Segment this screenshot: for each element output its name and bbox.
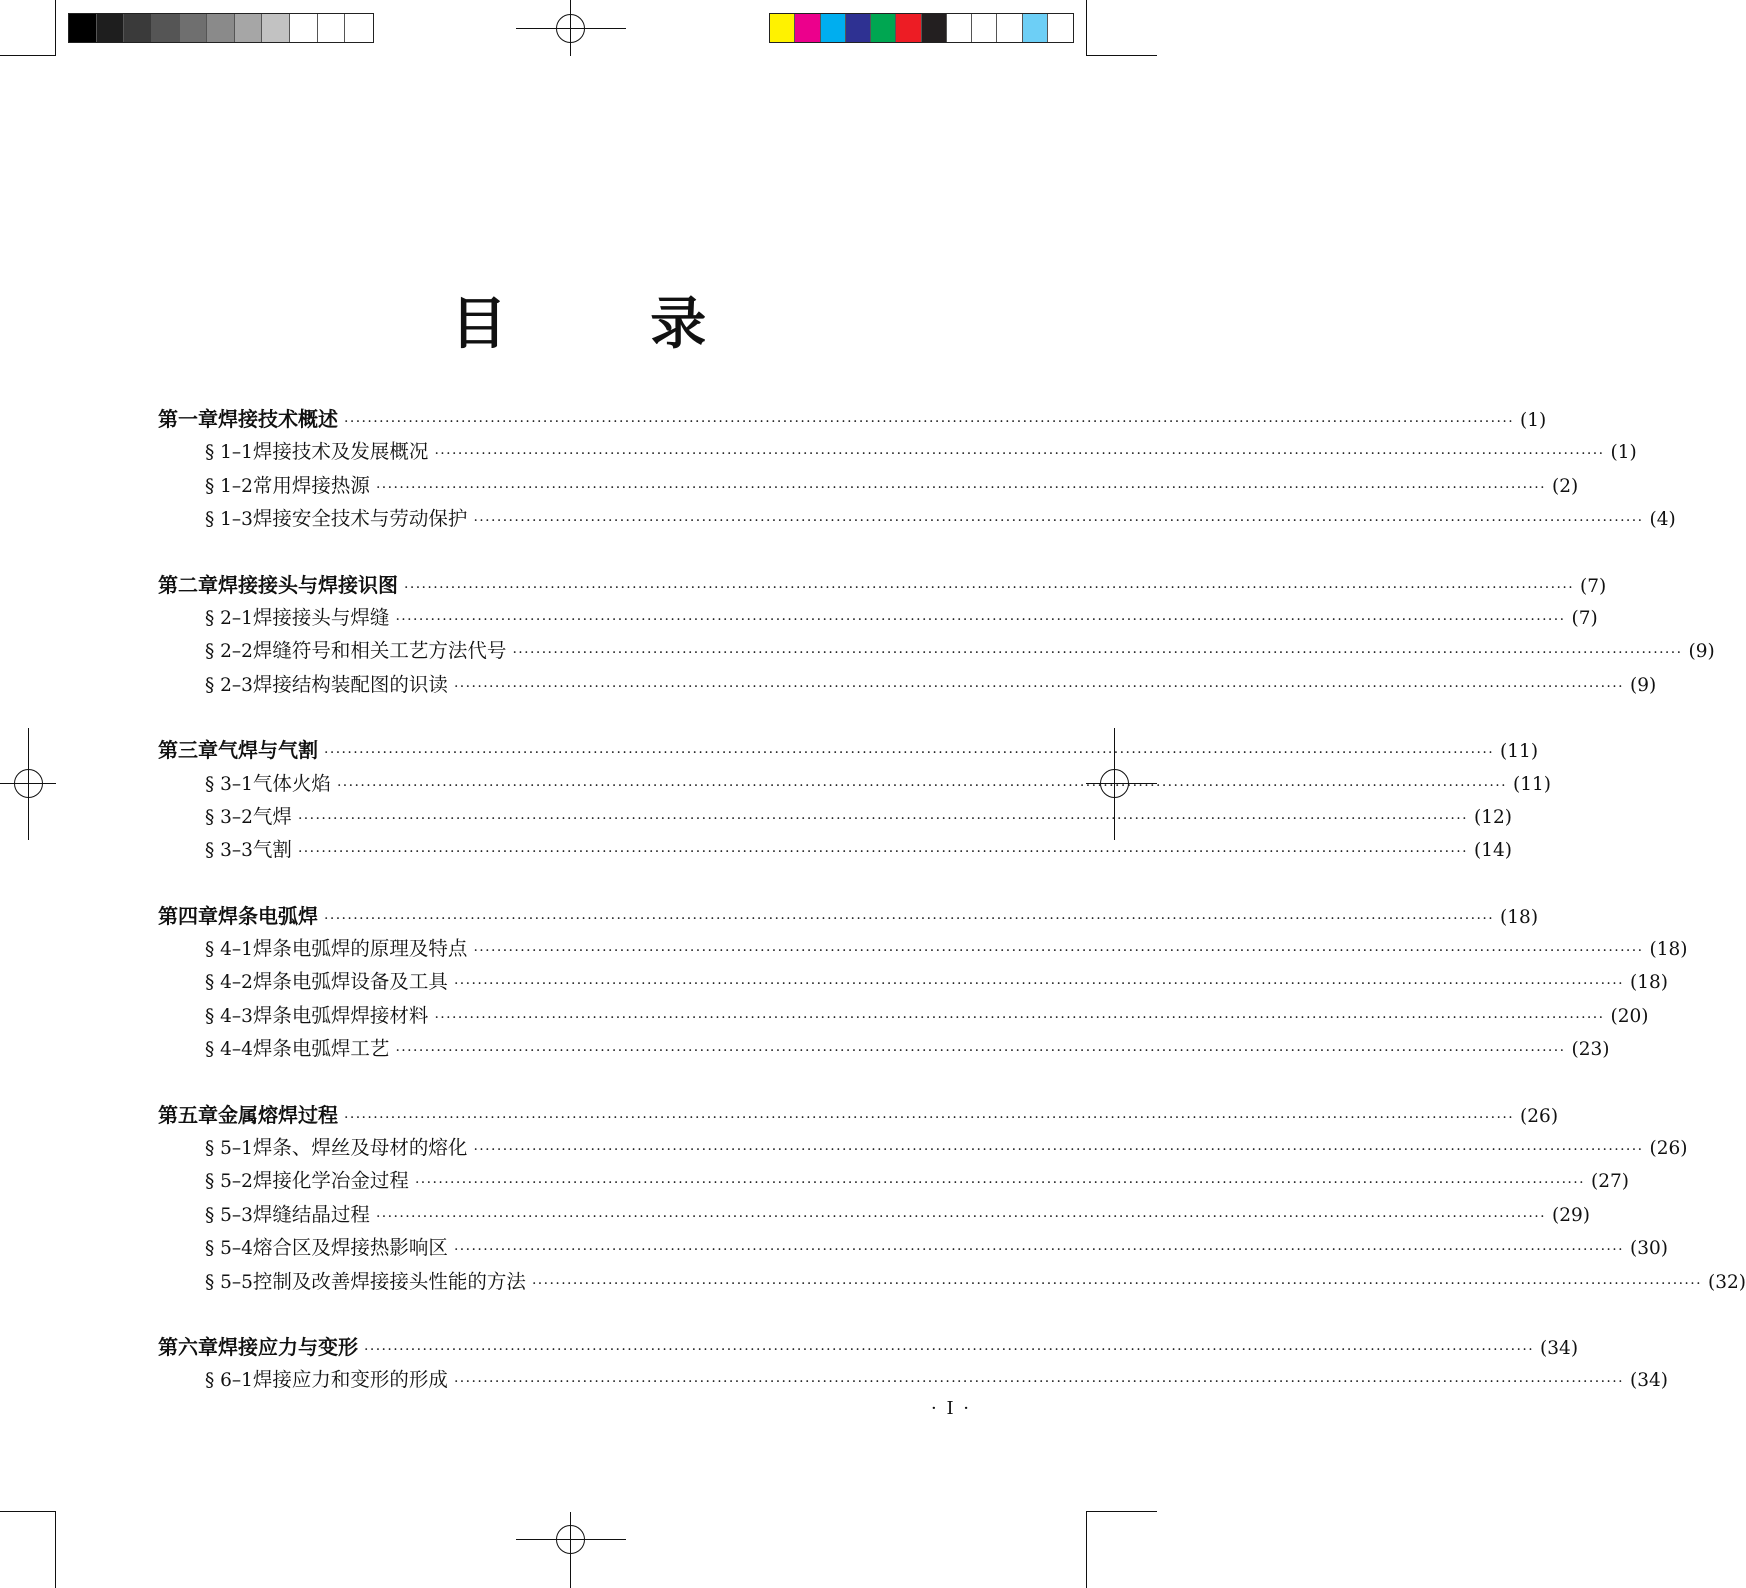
toc-section-entry bbox=[158, 436, 1637, 469]
color-swatch bbox=[997, 14, 1022, 42]
section-title: 焊条电弧焊工艺 bbox=[252, 1037, 390, 1061]
page-ref-number: 30 bbox=[1637, 1238, 1661, 1260]
toc-section-entry bbox=[158, 1232, 1668, 1265]
dot-leader: ········································································································································································································ bbox=[453, 976, 1624, 993]
dot-leader: ········································································································································································································ bbox=[344, 1109, 1515, 1126]
page-ref: ( 4 ) bbox=[1649, 509, 1676, 531]
section-title: 焊缝结晶过程 bbox=[252, 1202, 370, 1226]
section-number: § 5–2 bbox=[205, 1171, 253, 1193]
page-ref: ( 18 ) bbox=[1500, 906, 1539, 928]
section-number: § 2–3 bbox=[205, 674, 253, 696]
toc-chapter-entry bbox=[158, 1099, 1559, 1132]
page-ref: ( 26 ) bbox=[1649, 1138, 1688, 1160]
page-ref-number: 11 bbox=[1507, 741, 1531, 763]
toc-section-entry bbox=[158, 503, 1676, 536]
dot-leader: ········································································································································································································ bbox=[473, 513, 1644, 530]
toc-section-entry bbox=[158, 966, 1668, 999]
page-ref-number: 9 bbox=[1637, 674, 1649, 696]
page-ref: ( 7 ) bbox=[1571, 607, 1598, 629]
toc-section-entry bbox=[158, 1364, 1668, 1397]
page-ref: ( 14 ) bbox=[1473, 840, 1512, 862]
page-ref-number: 23 bbox=[1578, 1039, 1603, 1061]
color-swatch bbox=[124, 14, 152, 42]
page-title: 目 录 bbox=[450, 292, 769, 357]
dot-leader: ········································································································································································································ bbox=[375, 479, 1546, 496]
section-title: 焊接应力和变形的形成 bbox=[252, 1368, 448, 1392]
color-swatch bbox=[871, 14, 896, 42]
color-swatch bbox=[152, 14, 180, 42]
page-ref-number: 12 bbox=[1481, 806, 1505, 828]
color-swatch bbox=[795, 14, 820, 42]
page-ref: ( 32 ) bbox=[1707, 1271, 1746, 1293]
color-swatch bbox=[290, 14, 318, 42]
section-number: § 4–4 bbox=[205, 1039, 253, 1061]
color-swatch bbox=[770, 14, 795, 42]
crop-mark bbox=[1086, 1511, 1087, 1588]
dot-leader: ········································································································································································································ bbox=[453, 1374, 1624, 1391]
section-title: 焊接结构装配图的识读 bbox=[252, 672, 448, 696]
section-title: 控制及改善焊接接头性能的方法 bbox=[252, 1269, 526, 1293]
page-ref-number: 9 bbox=[1695, 641, 1708, 663]
page-ref: ( 1 ) bbox=[1610, 442, 1637, 464]
dot-leader: ········································································································································································································ bbox=[324, 745, 1495, 762]
dot-leader: ········································································································································································································ bbox=[434, 446, 1605, 463]
crop-mark bbox=[55, 0, 56, 56]
page-ref-number: 11 bbox=[1520, 773, 1544, 795]
section-title: 常用焊接热源 bbox=[252, 473, 370, 497]
grayscale-color-bar bbox=[68, 13, 374, 43]
section-number: § 2–2 bbox=[205, 641, 253, 663]
crop-mark bbox=[0, 55, 56, 56]
page-ref-number: 1 bbox=[1617, 442, 1630, 464]
dot-leader: ········································································································································································································ bbox=[404, 579, 1575, 596]
page-ref: ( 26 ) bbox=[1520, 1105, 1559, 1127]
dot-leader: ········································································································································································································ bbox=[297, 844, 1468, 861]
section-number: § 1–2 bbox=[205, 475, 253, 497]
chapter-title: 气焊与气割 bbox=[218, 738, 318, 763]
page-ref: ( 34 ) bbox=[1540, 1337, 1579, 1359]
table-of-contents bbox=[158, 403, 1746, 1398]
toc-chapter-entry bbox=[158, 403, 1547, 436]
color-swatch bbox=[97, 14, 125, 42]
page-ref-number: 34 bbox=[1637, 1370, 1661, 1392]
toc-section-entry bbox=[158, 1000, 1649, 1033]
section-title: 气焊 bbox=[252, 804, 292, 828]
section-number: § 4–3 bbox=[205, 1005, 253, 1027]
toc-section-entry bbox=[158, 1266, 1746, 1299]
page-ref-number: 7 bbox=[1578, 607, 1591, 629]
page-ref: ( 9 ) bbox=[1688, 641, 1715, 663]
section-number: § 5–1 bbox=[205, 1138, 253, 1160]
chapter-number: 第三章 bbox=[158, 738, 218, 763]
section-title: 焊缝符号和相关工艺方法代号 bbox=[252, 639, 507, 663]
chapter-number: 第二章 bbox=[158, 572, 218, 597]
page-ref-number: 18 bbox=[1637, 972, 1661, 994]
chapter-title: 焊接应力与变形 bbox=[218, 1334, 358, 1359]
page-ref: ( 11 ) bbox=[1500, 741, 1539, 763]
section-number: § 5–5 bbox=[205, 1271, 253, 1293]
page-ref: ( 29 ) bbox=[1551, 1204, 1590, 1226]
section-title: 焊条、焊丝及母材的熔化 bbox=[252, 1136, 468, 1160]
page-ref-number: 27 bbox=[1598, 1171, 1622, 1193]
color-swatch bbox=[318, 14, 346, 42]
toc-section-entry bbox=[158, 1033, 1610, 1066]
section-number: § 5–4 bbox=[205, 1238, 253, 1260]
registration-mark bbox=[556, 14, 585, 43]
page-ref: ( 11 ) bbox=[1512, 773, 1551, 795]
toc-section-entry bbox=[158, 602, 1598, 635]
chapter-number: 第六章 bbox=[158, 1334, 218, 1359]
color-swatch bbox=[972, 14, 997, 42]
page-ref: ( 18 ) bbox=[1649, 939, 1688, 961]
dot-leader: ········································································································································································································ bbox=[473, 1142, 1644, 1159]
dot-leader: ········································································································································································································ bbox=[434, 1009, 1605, 1026]
dot-leader: ········································································································································································································ bbox=[336, 777, 1507, 794]
chapter-number: 第一章 bbox=[158, 407, 218, 431]
dot-leader: ········································································································································································································ bbox=[414, 1175, 1585, 1192]
dot-leader: ········································································································································································································ bbox=[375, 1208, 1546, 1225]
toc-section-entry bbox=[158, 470, 1579, 503]
toc-chapter-entry bbox=[158, 1331, 1579, 1364]
page-number: · I · bbox=[931, 1398, 971, 1419]
crop-mark bbox=[1086, 55, 1157, 56]
section-title: 焊条电弧焊设备及工具 bbox=[252, 970, 448, 994]
color-swatch bbox=[69, 14, 97, 42]
color-swatch bbox=[896, 14, 921, 42]
page-ref: ( 20 ) bbox=[1610, 1005, 1649, 1027]
dot-leader: ········································································································································································································ bbox=[453, 678, 1624, 695]
color-swatch bbox=[821, 14, 846, 42]
section-number: § 3–2 bbox=[205, 806, 253, 828]
toc-section-entry bbox=[158, 933, 1688, 966]
dot-leader: ········································································································································································································ bbox=[324, 910, 1495, 927]
crop-mark bbox=[1086, 0, 1087, 56]
page-ref-number: 4 bbox=[1656, 509, 1669, 531]
dot-leader: ········································································································································································································ bbox=[512, 645, 1683, 662]
page-ref-number: 18 bbox=[1656, 939, 1681, 961]
toc-chapter-entry bbox=[158, 569, 1607, 602]
dot-leader: ········································································································································································································ bbox=[364, 1341, 1535, 1358]
page-ref: ( 9 ) bbox=[1629, 674, 1657, 696]
chapter-number: 第四章 bbox=[158, 903, 218, 928]
page-ref: ( 12 ) bbox=[1473, 806, 1512, 828]
chapter-title: 焊接接头与焊接识图 bbox=[218, 572, 398, 597]
color-swatch bbox=[262, 14, 290, 42]
section-number: § 3–3 bbox=[205, 840, 253, 862]
page-ref-number: 20 bbox=[1617, 1005, 1642, 1027]
process-color-bar bbox=[769, 13, 1074, 43]
dot-leader: ········································································································································································································ bbox=[344, 414, 1515, 430]
color-swatch bbox=[1048, 14, 1073, 42]
dot-leader: ········································································································································································································ bbox=[531, 1275, 1702, 1292]
page-ref: ( 7 ) bbox=[1580, 575, 1607, 597]
toc-section-entry bbox=[158, 635, 1715, 668]
page-ref: ( 18 ) bbox=[1629, 972, 1668, 994]
page-ref-number: 7 bbox=[1587, 575, 1600, 597]
page-ref: ( 2 ) bbox=[1551, 475, 1579, 497]
page-ref-number: 34 bbox=[1547, 1337, 1571, 1359]
page-ref: ( 1 ) bbox=[1520, 410, 1547, 431]
section-number: § 3–1 bbox=[205, 773, 253, 795]
page-ref: ( 30 ) bbox=[1629, 1238, 1668, 1260]
dot-leader: ········································································································································································································ bbox=[297, 810, 1468, 827]
section-title: 气割 bbox=[252, 838, 292, 862]
color-swatch bbox=[345, 14, 373, 42]
page-ref-number: 14 bbox=[1481, 840, 1505, 862]
chapter-title: 焊条电弧焊 bbox=[218, 903, 318, 928]
section-title: 气体火焰 bbox=[252, 771, 331, 795]
section-title: 焊接接头与焊缝 bbox=[252, 605, 390, 629]
section-title: 焊接安全技术与劳动保护 bbox=[252, 507, 468, 531]
section-number: § 5–3 bbox=[205, 1204, 253, 1226]
toc-section-entry bbox=[158, 1199, 1590, 1232]
section-title: 焊条电弧焊的原理及特点 bbox=[252, 937, 468, 961]
page-ref: ( 34 ) bbox=[1629, 1370, 1668, 1392]
section-number: § 4–1 bbox=[205, 939, 253, 961]
section-title: 熔合区及焊接热影响区 bbox=[252, 1236, 448, 1260]
registration-mark bbox=[14, 769, 43, 798]
dot-leader: ········································································································································································································ bbox=[453, 1242, 1624, 1259]
section-title: 焊接化学冶金过程 bbox=[252, 1169, 409, 1193]
page-ref: ( 23 ) bbox=[1571, 1039, 1610, 1061]
crop-mark bbox=[1086, 1511, 1157, 1512]
registration-mark bbox=[556, 1525, 585, 1554]
color-swatch bbox=[846, 14, 871, 42]
dot-leader: ········································································································································································································ bbox=[395, 1043, 1566, 1060]
toc-section-entry bbox=[158, 1165, 1629, 1198]
section-number: § 1–3 bbox=[205, 509, 253, 531]
page-ref-number: 2 bbox=[1559, 475, 1571, 497]
color-swatch bbox=[207, 14, 235, 42]
page-ref-number: 18 bbox=[1507, 906, 1531, 928]
page-ref: ( 27 ) bbox=[1590, 1171, 1629, 1193]
toc-section-entry bbox=[158, 768, 1551, 801]
section-number: § 1–1 bbox=[205, 442, 253, 464]
toc-section-entry bbox=[158, 834, 1512, 867]
dot-leader: ········································································································································································································ bbox=[395, 611, 1566, 628]
page-ref-number: 1 bbox=[1527, 410, 1540, 431]
crop-mark bbox=[0, 1511, 56, 1512]
toc-chapter-entry bbox=[158, 900, 1539, 933]
page-ref-number: 32 bbox=[1715, 1271, 1739, 1293]
section-number: § 4–2 bbox=[205, 972, 253, 994]
color-swatch bbox=[235, 14, 263, 42]
dot-leader: ········································································································································································································ bbox=[473, 943, 1644, 960]
color-swatch bbox=[922, 14, 947, 42]
crop-mark bbox=[55, 1511, 56, 1588]
page-ref-number: 29 bbox=[1559, 1204, 1583, 1226]
section-number: § 2–1 bbox=[205, 607, 253, 629]
chapter-title: 金属熔焊过程 bbox=[218, 1102, 338, 1127]
color-swatch bbox=[1023, 14, 1048, 42]
color-swatch bbox=[947, 14, 972, 42]
section-number: § 6–1 bbox=[205, 1370, 253, 1392]
chapter-number: 第五章 bbox=[158, 1102, 218, 1127]
chapter-title: 焊接技术概述 bbox=[218, 407, 338, 431]
section-title: 焊条电弧焊焊接材料 bbox=[252, 1003, 429, 1027]
toc-chapter-entry bbox=[158, 734, 1539, 767]
page-ref-number: 26 bbox=[1527, 1105, 1551, 1127]
toc-section-entry bbox=[158, 1132, 1688, 1165]
toc-section-entry bbox=[158, 669, 1657, 702]
toc-section-entry bbox=[158, 801, 1512, 834]
page-ref-number: 26 bbox=[1656, 1138, 1681, 1160]
section-title: 焊接技术及发展概况 bbox=[252, 440, 429, 464]
color-swatch bbox=[180, 14, 208, 42]
